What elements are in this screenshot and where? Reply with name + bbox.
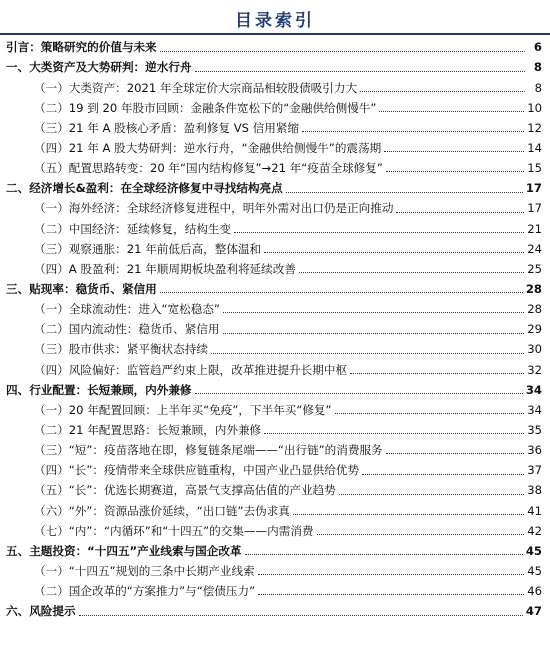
dot-leader — [317, 534, 525, 535]
toc-page-number: 17 — [527, 201, 542, 216]
toc-entry-label: （四）21 年 A 股大势研判：逆水行舟，“金融供给侧慢牛”的震荡期 — [34, 140, 382, 155]
toc-page-number: 14 — [527, 140, 542, 155]
toc-page-number: 24 — [527, 241, 542, 256]
dot-leader — [79, 615, 523, 616]
toc-subsection-entry[interactable] — [0, 360, 550, 380]
toc-section-entry[interactable] — [0, 380, 550, 400]
toc-entry-label: （四）“长”：疫情带来全球供应链重构，中国产业凸显供给优势 — [34, 463, 360, 478]
toc-subsection-entry[interactable] — [0, 98, 550, 118]
dot-leader — [234, 232, 524, 233]
dot-leader — [386, 171, 524, 172]
toc-entry-label: （一）20 年配置回顾：上半年买“免疫”，下半年买“修复” — [34, 402, 332, 417]
dot-leader — [286, 192, 523, 193]
toc-page-number: 42 — [527, 523, 542, 538]
toc-subsection-entry[interactable] — [0, 300, 550, 320]
toc-page-number: 34 — [527, 402, 542, 417]
page-title: 目录索引 — [235, 11, 315, 31]
toc-page-number: 46 — [527, 584, 542, 599]
dot-leader — [360, 91, 525, 92]
toc-subsection-entry[interactable] — [0, 441, 550, 461]
toc-subsection-entry[interactable] — [0, 239, 550, 259]
toc-subsection-entry[interactable] — [0, 582, 550, 602]
dot-leader — [293, 514, 524, 515]
toc-page-number: 38 — [527, 483, 542, 498]
toc-page-number: 10 — [527, 100, 542, 115]
toc-section-entry[interactable] — [0, 58, 550, 78]
toc-page-number: 12 — [527, 120, 542, 135]
toc-page-number: 41 — [527, 503, 542, 518]
dot-leader — [245, 554, 523, 555]
dot-leader — [211, 353, 524, 354]
toc-subsection-entry[interactable] — [0, 260, 550, 280]
toc-page-number: 25 — [527, 261, 542, 276]
toc-entry-label: （三）股市供求：紧平衡状态持续 — [34, 342, 208, 357]
toc-entry-label: 引言：策略研究的价值与未来 — [6, 40, 157, 55]
toc-entry-label: （一）大类资产：2021 年全球定价大宗商品相较股债吸引力大 — [34, 80, 358, 95]
toc-subsection-entry[interactable] — [0, 562, 550, 582]
dot-leader — [264, 252, 524, 253]
toc-entry-label: 二、经济增长&盈利：在全球经济修复中寻找结构亮点 — [6, 181, 283, 196]
dot-leader — [195, 393, 523, 394]
dot-leader — [386, 453, 525, 454]
toc-page-number: 32 — [527, 362, 542, 377]
toc-page-number: 47 — [525, 604, 542, 619]
toc-page-number: 21 — [527, 221, 542, 236]
toc-page-number: 28 — [527, 302, 542, 317]
toc-section-entry[interactable] — [0, 602, 550, 622]
toc-entry-label: 一、大类资产及大势研判：逆水行舟 — [6, 60, 192, 75]
toc-entry-label: （六）“外”：资源品涨价延续，“出口链”去伪求真 — [34, 503, 290, 518]
toc-page-number: 30 — [527, 342, 542, 357]
toc-entry-label: （二）国企改革的“方案推力”与“偿债压力” — [34, 584, 256, 599]
toc-entry-label: （一）“十四五”规划的三条中长期产业线索 — [34, 563, 255, 578]
toc-section-entry[interactable] — [0, 280, 550, 300]
toc-subsection-entry[interactable] — [0, 119, 550, 139]
toc-entry-label: （三）21 年 A 股核心矛盾：盈利修复 VS 信用紧缩 — [34, 120, 300, 135]
toc-page-number: 17 — [525, 181, 542, 196]
toc-page-number: 8 — [534, 80, 542, 95]
dot-leader — [264, 433, 524, 434]
dot-leader — [302, 131, 524, 132]
toc-subsection-entry[interactable] — [0, 139, 550, 159]
dot-leader — [362, 474, 524, 475]
dot-leader — [160, 51, 525, 52]
toc-page-number: 45 — [527, 563, 542, 578]
toc-entry-label: （一）海外经济：全球经济修复进程中，明年外需对出口仍是正向推动 — [34, 201, 394, 216]
toc-entry-label: （四）风险偏好：监管趋严约束上限，改革推进提升长期中枢 — [34, 362, 348, 377]
toc-page-number: 15 — [527, 161, 542, 176]
toc-page-number: 35 — [527, 422, 542, 437]
toc-page-number: 37 — [527, 463, 542, 478]
toc-subsection-entry[interactable] — [0, 340, 550, 360]
toc-page-number: 34 — [525, 382, 542, 397]
dot-leader — [258, 574, 525, 575]
toc-page-number: 36 — [527, 443, 542, 458]
toc-subsection-entry[interactable] — [0, 159, 550, 179]
dot-leader — [223, 312, 524, 313]
dot-leader — [160, 292, 523, 293]
toc-subsection-entry[interactable] — [0, 521, 550, 541]
toc-subsection-entry[interactable] — [0, 501, 550, 521]
dot-leader — [195, 71, 525, 72]
toc-entry-label: （二）19 到 20 年股市回顾：金融条件宽松下的“金融供给侧慢牛” — [34, 100, 377, 115]
toc-subsection-entry[interactable] — [0, 219, 550, 239]
toc-entry-label: （一）全球流动性：进入“宽松稳态” — [34, 302, 220, 317]
toc-section-entry[interactable] — [0, 38, 550, 58]
dot-leader — [339, 494, 524, 495]
toc-entry-label: （五）“长”：优选长期赛道，高景气支撑高估值的产业趋势 — [34, 483, 336, 498]
dot-leader — [258, 594, 524, 595]
toc-page-number: 45 — [525, 543, 542, 558]
toc-entry-label: （二）21 年配置思路：长短兼顾，内外兼修 — [34, 422, 262, 437]
toc-section-entry[interactable] — [0, 179, 550, 199]
toc-entry-label: （七）“内”：“内循环”和“十四五”的交集——内需消费 — [34, 523, 314, 538]
toc-subsection-entry[interactable] — [0, 481, 550, 501]
dot-leader — [223, 333, 525, 334]
dot-leader — [396, 212, 524, 213]
toc-subsection-entry[interactable] — [0, 461, 550, 481]
toc-entry-label: 六、风险提示 — [6, 604, 76, 619]
table-of-contents — [0, 38, 550, 622]
toc-subsection-entry[interactable] — [0, 401, 550, 421]
toc-entry-label: （四）A 股盈利：21 年顺周期板块盈利将延续改善 — [34, 261, 296, 276]
toc-subsection-entry[interactable] — [0, 320, 550, 340]
toc-entry-label: （三）“短”：疫苗落地在即，修复链条尾端——“出行链”的消费服务 — [34, 443, 383, 458]
toc-entry-label: （五）配置思路转变：20 年“国内结构修复”→21 年“疫苗全球修复” — [34, 161, 383, 176]
toc-page-number: 8 — [533, 60, 542, 75]
dot-leader — [299, 272, 524, 273]
toc-entry-label: （三）观察通胀：21 年前低后高，整体温和 — [34, 241, 262, 256]
dot-leader — [379, 111, 524, 112]
dot-leader — [384, 151, 524, 152]
dot-leader — [350, 373, 524, 374]
title-divider — [0, 33, 550, 35]
toc-subsection-entry[interactable] — [0, 199, 550, 219]
dot-leader — [335, 413, 525, 414]
toc-section-entry[interactable] — [0, 542, 550, 562]
toc-entry-label: 三、贴现率：稳货币、紧信用 — [6, 281, 157, 296]
toc-subsection-entry[interactable] — [0, 78, 550, 98]
toc-page-number: 28 — [525, 281, 542, 296]
toc-page-number: 29 — [527, 322, 542, 337]
toc-entry-label: 四、行业配置：长短兼顾，内外兼修 — [6, 382, 192, 397]
toc-subsection-entry[interactable] — [0, 421, 550, 441]
toc-entry-label: （二）国内流动性：稳货币、紧信用 — [34, 322, 220, 337]
toc-entry-label: （二）中国经济：延续修复，结构生变 — [34, 221, 232, 236]
toc-page-number: 6 — [533, 40, 542, 55]
toc-entry-label: 五、主题投资：“十四五”产业线索与国企改革 — [6, 543, 242, 558]
